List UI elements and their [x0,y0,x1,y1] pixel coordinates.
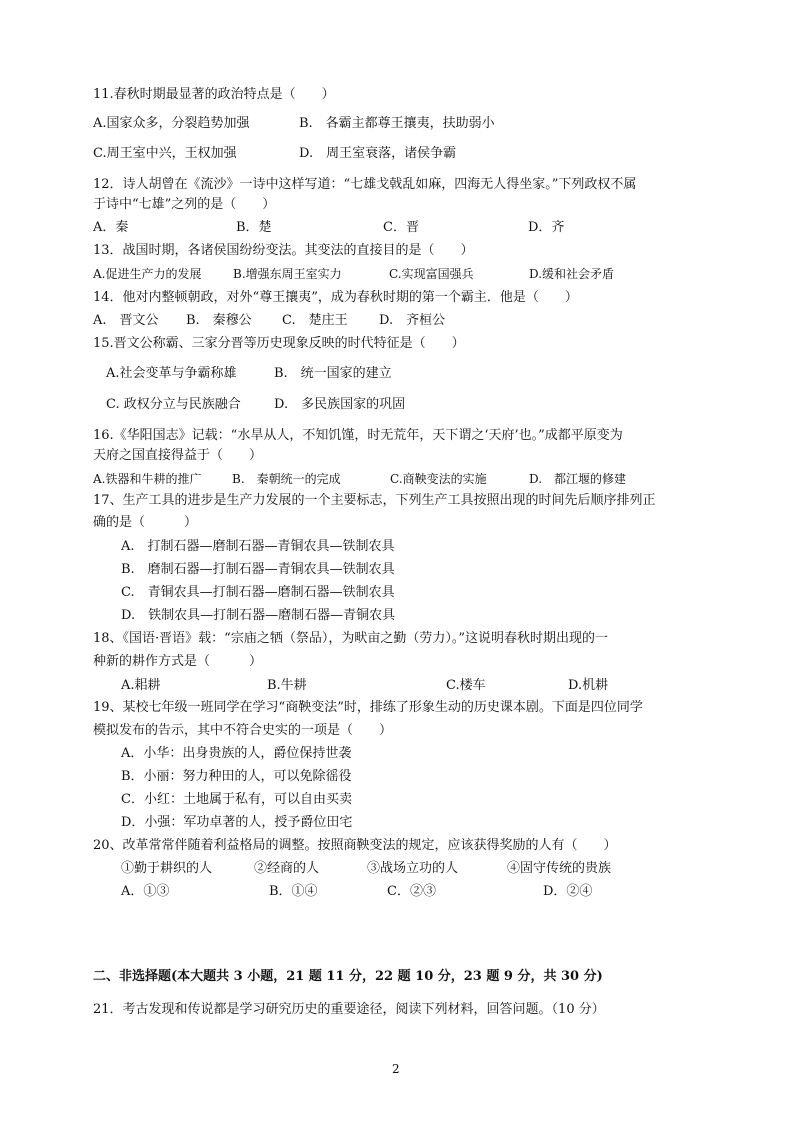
q16-option-a: A.铁器和牛耕的推广 [93,472,202,486]
q14-options [93,313,733,329]
q15-option-c: C. 政权分立与民族融合 [106,397,241,412]
q13-option-c: C.实现富国强兵 [389,267,474,281]
q12-stem-line2: 于诗中“七雄”之列的是（ ） [93,197,276,212]
q11-option-a: A.国家众多，分裂趋势加强 [93,116,250,131]
q17-option-c: C. 青铜农具—打制石器—磨制石器—铁制农具 [121,585,395,600]
q20-option-c: C．②③ [387,884,436,899]
q12-options [93,220,733,236]
q18-option-d: D.机耕 [568,678,609,693]
q19-option-c: C．小红：土地属于私有，可以自由买卖 [121,792,352,807]
q16-option-d: D. 都江堰的修建 [529,472,627,486]
q13-stem: 13．战国时期，各诸侯国纷纷变法。其变法的直接目的是（ ） [93,243,474,258]
q21-stem: 21．考古发现和传说都是学习研究历史的重要途径，阅读下列材料，回答问题。（10 分） [93,1002,605,1017]
q20-options [121,884,721,900]
q11-option-c: C.周王室中兴，王权加强 [93,146,237,161]
q13-option-d: D.缓和社会矛盾 [529,267,615,281]
q19-option-b: B．小丽：努力种田的人，可以免除徭役 [121,769,352,784]
q20-option-b: B．①④ [269,884,318,899]
q19-stem-line1: 19、某校七年级一班同学在学习“商鞅变法”时，排练了形象生动的历史课本剧。下面是四位同学 [93,700,643,715]
q18-options [121,678,721,694]
section2-heading: 二、非选择题(本大题共 3 小题，21 题 11 分，22 题 10 分，23 题 9 分，共 30 分) [93,969,603,984]
q15-options-2 [106,397,726,413]
q18-option-c: C.楼车 [446,678,486,693]
q15-option-d: D. 多民族国家的巩固 [274,397,406,412]
q15-option-a: A.社会变革与争霸称雄 [106,366,237,381]
q18-option-a: A.耜耕 [121,678,161,693]
q14-option-d: D. 齐桓公 [379,313,446,328]
q20-option-d: D．②④ [543,884,593,899]
q20-item-3: ③战场立功的人 [367,861,459,876]
q12-stem-line1: 12．诗人胡曾在《流沙》一诗中这样写道：“七雄戈戟乱如麻，四海无人得坐家。”下列政权不属 [93,177,637,192]
q13-option-b: B.增强东周王室实力 [233,267,342,281]
q17-option-d: D. 铁制农具—打制石器—磨制石器—青铜农具 [121,608,396,623]
q19-stem-line2: 模拟发布的告示，其中不符合史实的一项是（ ） [93,723,393,738]
q20-item-4: ④固守传统的贵族 [507,861,612,876]
q15-stem: 15.晋文公称霸、三家分晋等历史现象反映的时代特征是（ ） [93,336,465,351]
q17-option-b: B. 磨制石器—打制石器—青铜农具—铁制农具 [121,562,395,577]
q19-option-a: A．小华：出身贵族的人，爵位保持世袭 [121,746,352,761]
q18-stem-line2: 种新的耕作方式是（ ） [93,654,263,669]
q13-options [93,266,733,282]
q14-option-a: A. 晋文公 [93,313,159,328]
page-number: 2 [392,1062,400,1076]
q11-option-b: B. 各霸主都尊王攘夷，扶助弱小 [299,116,495,131]
q16-option-c: C.商鞅变法的实施 [390,472,487,486]
q19-option-d: D．小强：军功卓著的人，授予爵位田宅 [121,815,353,830]
q17-stem-line2: 确的是（ ） [93,515,198,530]
q16-option-b: B. 秦朝统一的完成 [232,472,341,486]
q12-option-d: D．齐 [528,220,565,235]
q20-item-2: ②经商的人 [254,861,320,876]
q20-sub-items [121,861,721,877]
q11-stem: 11.春秋时期最显著的政治特点是（ ） [93,87,335,102]
q16-stem-line2: 天府之国直接得益于（ ） [93,448,263,463]
q17-stem-line1: 17、生产工具的进步是生产力发展的一个主要标志，下列生产工具按照出现的时间先后顺序排列正 [93,493,656,508]
q12-option-b: B．楚 [236,220,272,235]
q15-options [106,366,726,382]
q14-option-c: C. 楚庄王 [282,313,348,328]
q13-option-a: A.促进生产力的发展 [93,267,202,281]
q20-item-1: ①勤于耕织的人 [121,861,213,876]
q14-option-b: B. 秦穆公 [186,313,252,328]
q18-stem-line1: 18、《国语·晋语》载：“宗庙之牺（祭品），为畎亩之勤（劳力）。”这说明春秋时期出现的一 [93,631,608,646]
q12-option-a: A．秦 [93,220,129,235]
q12-option-c: C．晋 [383,220,419,235]
q18-option-b: B.牛耕 [267,678,307,693]
q17-option-a: A. 打制石器—磨制石器—青铜农具—铁制农具 [121,539,395,554]
q14-stem: 14．他对内整顿朝政，对外“尊王攘夷”，成为春秋时期的第一个霸主．他是（ ） [93,290,578,305]
q11-option-d: D. 周王室衰落，诸侯争霸 [299,146,457,161]
q16-options [93,471,733,487]
q15-option-b: B. 统一国家的建立 [274,366,392,381]
q11-options-2 [93,146,733,162]
q11-options [93,116,733,132]
q20-stem: 20、改革常常伴随着利益格局的调整。按照商鞅变法的规定，应该获得奖励的人有（ ） [93,838,617,853]
q20-option-a: A．①③ [121,884,170,899]
q16-stem-line1: 16.《华阳国志》记载：“水旱从人，不知饥馑，时无荒年，天下谓之‘天府’也。”成都平原变为 [93,428,623,443]
